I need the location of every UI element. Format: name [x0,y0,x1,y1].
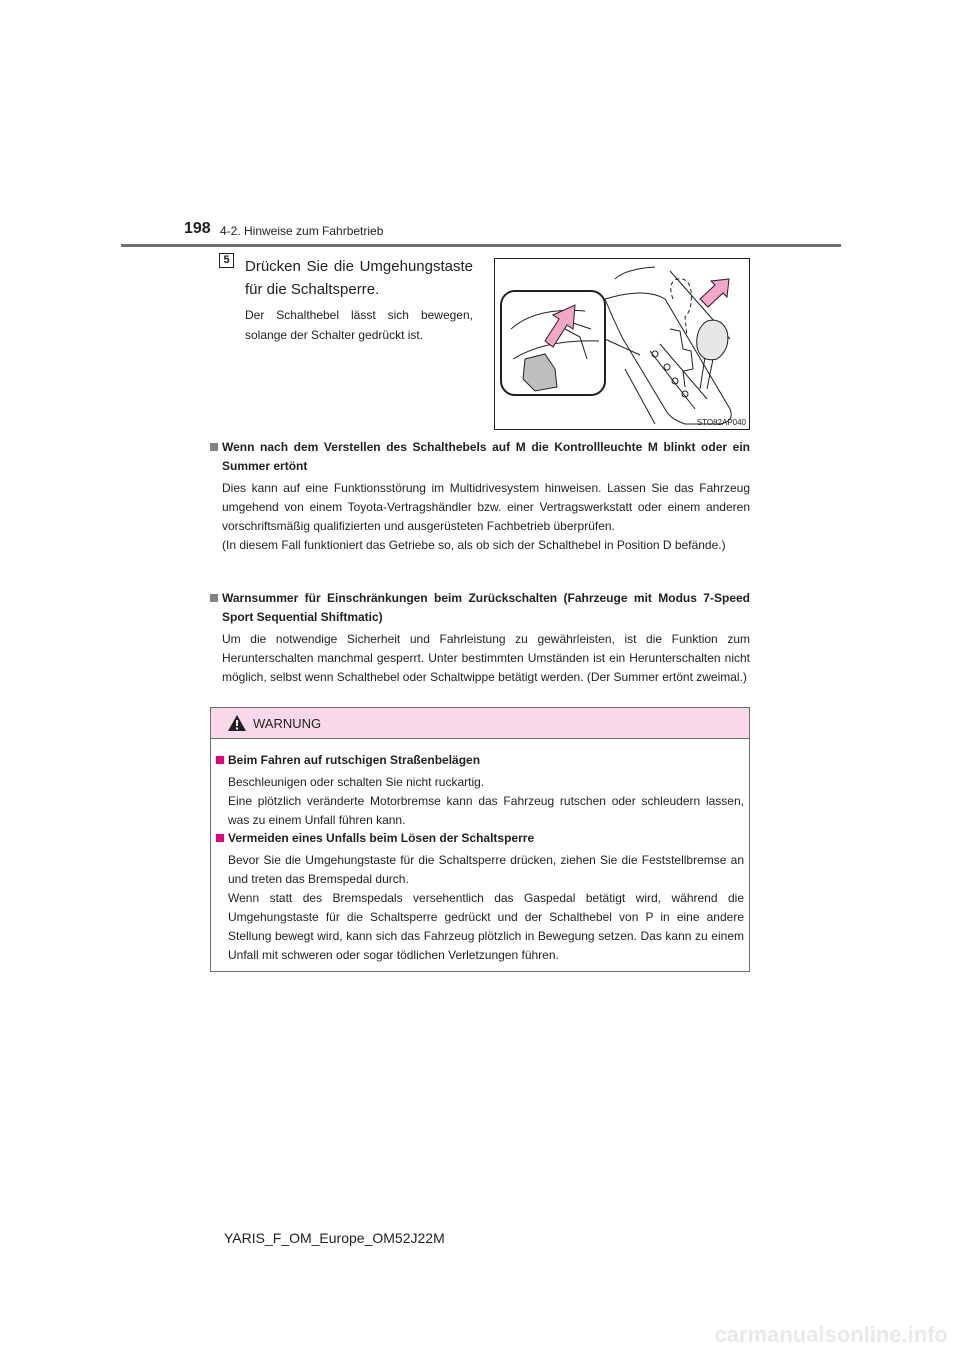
note-heading: Warnsummer für Einschränkungen beim Zurückschalten (Fahrzeuge mit Modus 7-Speed Sport Sequential Shiftmatic) [210,589,750,627]
square-bullet-icon [216,756,224,764]
site-watermark: carmanualsonline.info [714,1322,948,1347]
warning-item-body: Eine plötzlich veränderte Motorbremse kann das Fahrzeug rutschen oder schleudern lassen, was zu einem Unfall führen kann. [228,794,744,827]
header-rule [121,244,841,247]
step-number-badge: 5 [219,253,234,268]
warning-item-shift-lock [216,829,744,965]
note-body: (In diesem Fall funktioniert das Getriebe so, als ob sich der Schalthebel in Position D befände.) [222,538,726,552]
square-bullet-icon [210,594,218,602]
warning-item-slippery-roads [216,751,744,830]
warning-title: WARNUNG [253,716,322,731]
figure-code: STO82AP040 [696,418,746,427]
note-body: Um die notwendige Sicherheit und Fahrleistung zu gewährleisten, ist die Funktion zum Herunterschalten manchmal gesperrt. Unter bestimmten Umständen ist ein Herunterschalten nicht möglich, selbst wenn Schalthebel oder Schaltwippe betätigt werden. (Der Summer ertönt zweimal.) [222,632,750,684]
note-downshift-buzzer [210,589,750,687]
warning-item-body: Bevor Sie die Umgehungstaste für die Schaltsperre drücken, ziehen Sie die Feststellbremse an und treten das Bremspedal durch. [228,853,744,886]
manual-code: YARIS_F_OM_Europe_OM52J22M [224,1230,445,1246]
warning-triangle-icon [227,714,247,732]
shift-lever-drawing [495,259,750,430]
page-number: 198 [184,220,211,237]
note-body: Dies kann auf eine Funktionsstörung im Multidrivesystem hinweisen. Lassen Sie das Fahrzeug umgehend von einem Toyota-Vertragshändler bzw. einer Vertragswerkstatt oder einem anderen vorschriftsmäßig qualifizierten und ausgerüsteten Fachbetrieb überprüfen. [222,481,750,533]
shift-lock-illustration [494,258,750,430]
square-bullet-icon [216,834,224,842]
warning-item-heading: Beim Fahren auf rutschigen Straßenbelägen [216,751,744,770]
warning-item-body: Wenn statt des Bremspedals versehentlich das Gaspedal betätigt wird, während die Umgehungstaste für die Schaltsperre gedrückt und der Schalthebel von P in eine andere Stellung bewegt wird, kann sich das Fahrzeug plötzlich in Bewegung setzen. Das kann zu einem Unfall mit schweren oder sogar tödlichen Verletzungen führen. [228,891,744,962]
step-heading: Drücken Sie die Umgehungstaste für die Schaltsperre. [245,258,473,298]
note-heading: Wenn nach dem Verstellen des Schalthebels auf M die Kontrollleuchte M blinkt oder ein Summer ertönt [210,438,750,476]
warning-header [211,708,749,739]
note-m-indicator [210,438,750,555]
warning-item-heading: Vermeiden eines Unfalls beim Lösen der Schaltsperre [216,829,744,848]
warning-box [210,707,750,972]
warning-item-body: Beschleunigen oder schalten Sie nicht ruckartig. [228,775,485,789]
step-note: Der Schalthebel lässt sich bewegen, solange der Schalter gedrückt ist. [245,308,473,342]
square-bullet-icon [210,443,218,451]
section-title: 4-2. Hinweise zum Fahrbetrieb [220,224,384,238]
